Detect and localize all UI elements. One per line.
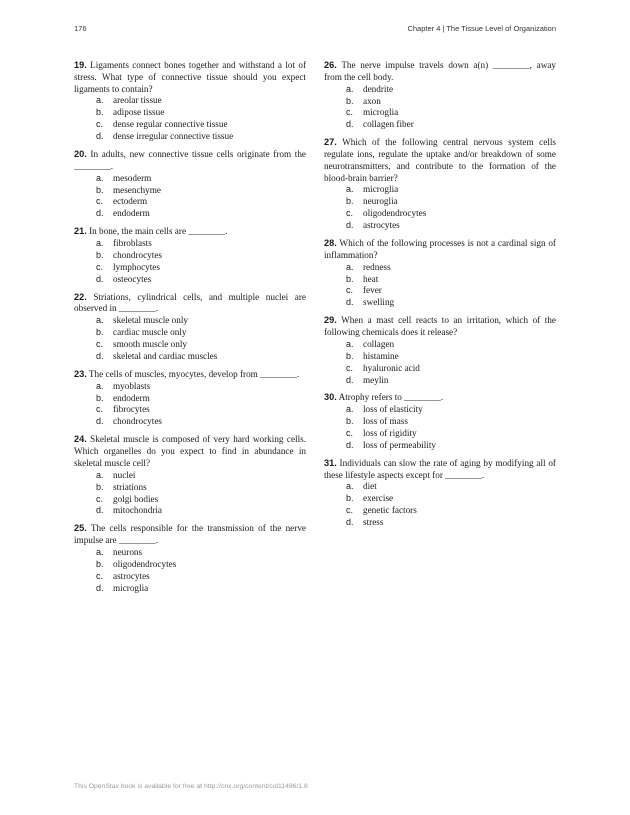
question-text — [324, 238, 556, 262]
question-prompt: When a mast cell reacts to an irritation, which of the following chemicals does it release? — [324, 315, 556, 338]
option-text: mesenchyme — [113, 184, 161, 195]
answer-option — [324, 363, 556, 375]
answer-options — [324, 404, 556, 452]
option-text: mesoderm — [113, 172, 152, 183]
answer-option — [324, 107, 556, 119]
question-21 — [74, 226, 306, 285]
question-number: 27. — [324, 137, 337, 148]
answer-option — [324, 493, 556, 505]
option-text: areolar tissue — [113, 95, 162, 106]
option-text: collagen fiber — [363, 119, 414, 130]
question-number: 21. — [74, 226, 87, 237]
option-text: astrocytes — [113, 570, 150, 581]
question-31 — [324, 458, 556, 529]
question-text — [74, 292, 306, 316]
question-text — [324, 137, 556, 184]
answer-option — [324, 505, 556, 517]
answer-option — [324, 375, 556, 387]
option-letter: d. — [96, 208, 104, 219]
option-text: microglia — [113, 582, 149, 593]
option-letter: d. — [96, 582, 104, 593]
option-text: mitochondria — [113, 505, 162, 516]
answer-option — [324, 440, 556, 452]
answer-option — [74, 95, 306, 107]
answer-options — [74, 238, 306, 286]
answer-options — [74, 315, 306, 363]
option-letter: b. — [346, 416, 354, 427]
answer-option — [74, 339, 306, 351]
option-letter: b. — [96, 249, 104, 260]
question-24 — [74, 434, 306, 517]
option-text: axon — [363, 95, 381, 106]
answer-option — [74, 505, 306, 517]
option-text: oligodendrocytes — [113, 558, 177, 569]
question-20 — [74, 149, 306, 220]
option-letter: b. — [96, 184, 104, 195]
option-letter: b. — [346, 493, 354, 504]
answer-options — [324, 84, 556, 132]
question-prompt: Striations, cylindrical cells, and multiple nuclei are observed in ________. — [74, 291, 306, 314]
answer-option — [74, 238, 306, 250]
option-letter: c. — [96, 119, 104, 130]
question-prompt: Skeletal muscle is composed of very hard working cells. Which organelles do you expect to find in abundance in skeletal muscle cell? — [74, 434, 307, 468]
question-number: 20. — [74, 149, 87, 160]
option-text: loss of elasticity — [363, 404, 423, 415]
answer-option — [324, 184, 556, 196]
option-letter: c. — [96, 196, 104, 207]
option-text: fibrocytes — [113, 404, 150, 415]
answer-options — [74, 547, 306, 595]
option-text: smooth muscle only — [113, 339, 188, 350]
option-letter: a. — [96, 172, 104, 183]
answer-options — [324, 262, 556, 310]
question-prompt: In bone, the main cells are ________. — [89, 226, 228, 237]
option-letter: c. — [346, 362, 354, 373]
answer-option — [324, 220, 556, 232]
option-letter: c. — [96, 261, 104, 272]
question-26 — [324, 60, 556, 131]
answer-option — [324, 404, 556, 416]
question-text — [324, 60, 556, 84]
question-text — [324, 458, 556, 482]
option-letter: d. — [346, 517, 354, 528]
page-number: 176 — [74, 24, 87, 33]
answer-options — [324, 339, 556, 387]
option-text: striations — [113, 481, 147, 492]
option-letter: a. — [346, 83, 354, 94]
answer-option — [324, 84, 556, 96]
option-text: hyaluronic acid — [363, 362, 420, 373]
option-letter: c. — [96, 339, 104, 350]
option-text: neuroglia — [363, 196, 398, 207]
answer-option — [74, 381, 306, 393]
option-letter: b. — [96, 392, 104, 403]
answer-option — [74, 119, 306, 131]
answer-option — [74, 208, 306, 220]
option-letter: c. — [96, 404, 104, 415]
question-30 — [324, 392, 556, 451]
answer-options — [74, 470, 306, 518]
answer-option — [74, 351, 306, 363]
option-text: golgi bodies — [113, 493, 159, 504]
option-letter: d. — [96, 131, 104, 142]
option-letter: a. — [346, 184, 354, 195]
answer-option — [74, 583, 306, 595]
option-text: ectoderm — [113, 196, 148, 207]
option-letter: a. — [96, 546, 104, 557]
question-text — [74, 226, 306, 238]
answer-options — [324, 184, 556, 232]
option-letter: c. — [96, 493, 104, 504]
option-letter: d. — [96, 273, 104, 284]
option-text: astrocytes — [363, 220, 400, 231]
option-letter: d. — [346, 119, 354, 130]
option-text: skeletal and cardiac muscles — [113, 350, 218, 361]
option-letter: c. — [346, 208, 354, 219]
answer-options — [74, 95, 306, 143]
question-prompt: The cells responsible for the transmission of the nerve impulse are ________. — [74, 523, 306, 546]
option-letter: c. — [346, 428, 354, 439]
question-number: 30. — [324, 392, 337, 403]
option-letter: d. — [346, 220, 354, 231]
option-letter: a. — [96, 238, 104, 249]
question-25 — [74, 523, 306, 594]
right-column — [324, 60, 556, 535]
option-text: swelling — [363, 297, 395, 308]
option-text: adipose tissue — [113, 107, 165, 118]
answer-option — [74, 494, 306, 506]
answer-option — [74, 107, 306, 119]
question-number: 26. — [324, 60, 337, 70]
option-text: collagen — [363, 338, 395, 349]
answer-option — [324, 274, 556, 286]
option-text: chondrocytes — [113, 416, 162, 427]
answer-option — [74, 416, 306, 428]
question-28 — [324, 238, 556, 309]
answer-option — [74, 393, 306, 405]
question-text — [324, 392, 556, 404]
answer-option — [324, 96, 556, 108]
option-text: neurons — [113, 546, 143, 557]
footer-availability-note: This OpenStax book is available for free at http://cnx.org/content/col11496/1.8 — [74, 783, 308, 790]
question-text — [74, 434, 306, 469]
option-text: loss of rigidity — [363, 428, 417, 439]
question-29 — [324, 315, 556, 386]
option-text: dense irregular connective tissue — [113, 131, 234, 142]
question-text — [74, 60, 306, 95]
option-letter: b. — [346, 273, 354, 284]
option-letter: b. — [96, 558, 104, 569]
option-text: genetic factors — [363, 505, 417, 516]
left-column — [74, 60, 306, 601]
question-22 — [74, 292, 306, 363]
option-letter: c. — [346, 285, 354, 296]
option-letter: a. — [96, 315, 104, 326]
answer-option — [74, 482, 306, 494]
option-text: endoderm — [113, 392, 150, 403]
question-number: 31. — [324, 457, 337, 468]
answer-option — [74, 173, 306, 185]
running-header: Chapter 4 | The Tissue Level of Organization — [407, 24, 556, 33]
answer-option — [324, 285, 556, 297]
question-prompt: In adults, new connective tissue cells originate from the ________. — [74, 149, 307, 171]
option-text: microglia — [363, 107, 399, 118]
question-text — [74, 149, 306, 173]
question-prompt: The nerve impulse travels down a(n) ________, away from the cell body. — [324, 60, 557, 82]
option-letter: a. — [96, 469, 104, 480]
option-text: heat — [363, 273, 379, 284]
answer-option — [74, 470, 306, 482]
option-text: redness — [363, 261, 391, 272]
answer-option — [324, 351, 556, 363]
option-letter: b. — [96, 327, 104, 338]
option-text: loss of mass — [363, 416, 408, 427]
option-letter: b. — [346, 95, 354, 106]
answer-option — [74, 571, 306, 583]
answer-option — [74, 559, 306, 571]
question-text — [74, 523, 306, 547]
option-text: meylin — [363, 374, 389, 385]
option-text: skeletal muscle only — [113, 315, 189, 326]
answer-option — [74, 131, 306, 143]
option-text: nuclei — [113, 469, 136, 480]
question-prompt: Ligaments connect bones together and withstand a lot of stress. What type of connective tissue should you expect ligaments to contain? — [74, 60, 307, 94]
answer-option — [74, 315, 306, 327]
answer-option — [74, 196, 306, 208]
option-letter: b. — [346, 196, 354, 207]
answer-option — [324, 262, 556, 274]
answer-option — [324, 517, 556, 529]
option-text: stress — [363, 517, 384, 528]
question-prompt: Which of the following central nervous system cells regulate ions, regulate the uptake and/or breakdown of some neurotransmitters, and contribute to the formation of the blood-brain barrier? — [324, 137, 556, 183]
answer-option — [324, 481, 556, 493]
question-number: 25. — [74, 523, 87, 534]
option-letter: d. — [346, 297, 354, 308]
question-text — [74, 369, 306, 381]
option-letter: d. — [346, 439, 354, 450]
option-text: microglia — [363, 184, 399, 195]
option-letter: d. — [96, 350, 104, 361]
option-text: oligodendrocytes — [363, 208, 427, 219]
option-text: dendrite — [363, 83, 394, 94]
answer-option — [74, 404, 306, 416]
answer-options — [74, 173, 306, 221]
answer-option — [74, 327, 306, 339]
option-text: cardiac muscle only — [113, 327, 187, 338]
option-letter: d. — [346, 374, 354, 385]
option-letter: a. — [346, 404, 354, 415]
question-number: 22. — [74, 291, 87, 302]
question-23 — [74, 369, 306, 428]
answer-option — [74, 185, 306, 197]
option-letter: c. — [96, 570, 104, 581]
option-letter: d. — [96, 416, 104, 427]
answer-option — [324, 196, 556, 208]
option-letter: b. — [346, 350, 354, 361]
option-letter: a. — [346, 261, 354, 272]
option-letter: a. — [346, 338, 354, 349]
option-text: dense regular connective tissue — [113, 119, 228, 130]
option-letter: c. — [346, 107, 354, 118]
answer-options — [324, 481, 556, 529]
answer-option — [324, 119, 556, 131]
answer-option — [74, 262, 306, 274]
option-text: fibroblasts — [113, 238, 152, 249]
answer-option — [324, 416, 556, 428]
option-letter: a. — [346, 481, 354, 492]
question-27 — [324, 137, 556, 232]
answer-option — [324, 428, 556, 440]
option-text: chondrocytes — [113, 249, 162, 260]
question-text — [324, 315, 556, 339]
answer-option — [74, 274, 306, 286]
option-text: exercise — [363, 493, 394, 504]
option-text: fever — [363, 285, 382, 296]
answer-option — [74, 547, 306, 559]
option-letter: b. — [96, 481, 104, 492]
answer-option — [324, 208, 556, 220]
option-letter: c. — [346, 505, 354, 516]
option-text: osteocytes — [113, 273, 152, 284]
option-text: histamine — [363, 350, 399, 361]
option-text: loss of permeability — [363, 439, 436, 450]
answer-options — [74, 381, 306, 429]
option-letter: a. — [96, 95, 104, 106]
question-number: 29. — [324, 315, 337, 326]
option-text: lymphocytes — [113, 261, 160, 272]
option-letter: a. — [96, 380, 104, 391]
question-number: 24. — [74, 434, 87, 445]
question-number: 28. — [324, 238, 337, 249]
answer-option — [74, 250, 306, 262]
question-prompt: Atrophy refers to ________. — [338, 392, 444, 403]
question-prompt: Which of the following processes is not a cardinal sign of inflammation? — [324, 238, 556, 260]
option-text: endoderm — [113, 208, 150, 219]
question-prompt: The cells of muscles, myocytes, develop from ________. — [88, 368, 300, 379]
answer-option — [324, 297, 556, 309]
option-text: diet — [363, 481, 377, 492]
option-letter: b. — [96, 107, 104, 118]
question-19 — [74, 60, 306, 143]
option-text: myoblasts — [113, 380, 151, 391]
question-prompt: Individuals can slow the rate of aging by modifying all of these lifestyle aspects except for ________. — [324, 457, 556, 480]
answer-option — [324, 339, 556, 351]
question-number: 19. — [74, 60, 87, 70]
question-number: 23. — [74, 368, 87, 379]
option-letter: d. — [96, 505, 104, 516]
